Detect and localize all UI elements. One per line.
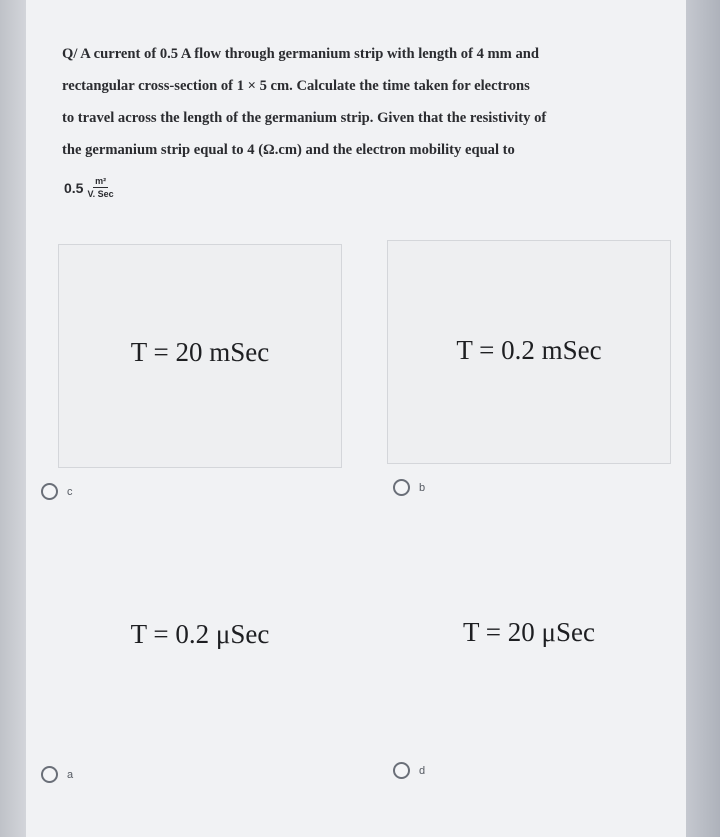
unit-numerator: m² bbox=[95, 176, 107, 186]
option-a-letter: a bbox=[67, 768, 74, 781]
photo-left-edge bbox=[0, 0, 26, 837]
mobility-value: 0.5 bbox=[64, 179, 84, 196]
option-d-radio[interactable] bbox=[393, 762, 425, 779]
option-d-text: T = 20 μSec bbox=[463, 617, 595, 647]
option-d-card[interactable] bbox=[387, 528, 671, 752]
option-b-card[interactable] bbox=[387, 240, 671, 464]
mobility-unit bbox=[87, 176, 113, 199]
radio-circle-icon[interactable] bbox=[393, 762, 410, 779]
option-a-text: T = 0.2 μSec bbox=[130, 619, 270, 649]
option-c-letter: c bbox=[67, 485, 73, 498]
option-d-letter: d bbox=[419, 764, 426, 777]
question-line: rectangular cross-section of 1 × 5 cm. Calculate the time taken for electrons bbox=[62, 78, 530, 94]
option-a-card[interactable] bbox=[58, 528, 342, 752]
option-a-radio[interactable] bbox=[41, 766, 73, 783]
option-b-text: T = 0.2 mSec bbox=[456, 335, 602, 365]
option-c-card[interactable] bbox=[58, 244, 342, 468]
question-text bbox=[62, 38, 662, 166]
question-line: the germanium strip equal to 4 (Ω.cm) and the electron mobility equal to bbox=[62, 142, 515, 158]
radio-circle-icon[interactable] bbox=[393, 479, 410, 496]
mobility-formula bbox=[64, 176, 114, 199]
question-line: to travel across the length of the germanium strip. Given that the resistivity of bbox=[62, 110, 547, 126]
question-line: Q/ A current of 0.5 A flow through germanium strip with length of 4 mm and bbox=[62, 46, 540, 62]
option-b-letter: b bbox=[419, 481, 426, 494]
option-c-radio[interactable] bbox=[41, 483, 73, 500]
option-b-radio[interactable] bbox=[393, 479, 425, 496]
radio-circle-icon[interactable] bbox=[41, 766, 58, 783]
option-c-text: T = 20 mSec bbox=[130, 337, 270, 367]
photo-right-edge bbox=[686, 0, 720, 837]
radio-circle-icon[interactable] bbox=[41, 483, 58, 500]
unit-denominator: V. Sec bbox=[87, 189, 114, 199]
